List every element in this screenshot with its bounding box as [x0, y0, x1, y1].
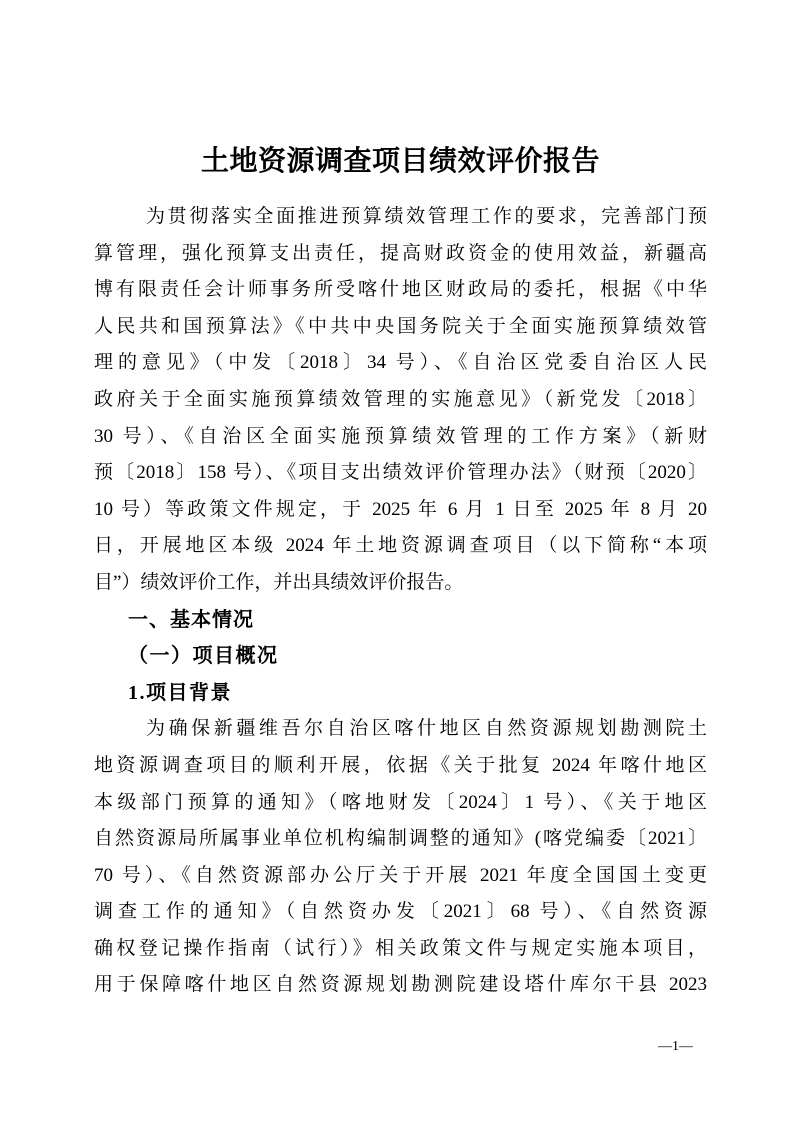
text-line: 算管理，强化预算支出责任，提高财政资金的使用效益，新疆高 — [94, 242, 707, 264]
section-heading-basic-info: 一、基本情况 — [128, 608, 254, 631]
text-line: 调查工作的通知》（自然资办发〔2021〕68 号）、《自然资源 — [94, 901, 707, 923]
text-line: 日，开展地区本级 2024 年土地资源调查项目（以下简称“本项 — [94, 535, 707, 557]
text-line: 预〔2018〕158 号）、《项目支出绩效评价管理办法》（财预〔2020〕 — [94, 462, 707, 484]
text-line: 地资源调查项目的顺利开展，依据《关于批复 2024 年喀什地区 — [94, 754, 707, 776]
subsection-heading-project-overview: （一）项目概况 — [128, 645, 279, 668]
text-line: 为贯彻落实全面推进预算绩效管理工作的要求，完善部门预 — [146, 206, 707, 227]
text-line: 本级部门预算的通知》（喀地财发〔2024〕1 号）、《关于地区 — [94, 791, 707, 813]
document-content — [94, 146, 707, 1004]
text-line: 为确保新疆维吾尔自治区喀什地区自然资源规划勘测院土 — [146, 718, 707, 740]
text-line: 确权登记操作指南（试行）》相关政策文件与规定实施本项目， — [94, 937, 707, 959]
text-line: 政府关于全面实施预算绩效管理的实施意见》（新党发〔2018〕 — [94, 388, 707, 410]
paragraph-intro — [94, 199, 707, 602]
text-line: 30 号）、《自治区全面实施预算绩效管理的工作方案》（新财 — [94, 425, 707, 447]
text-line: 人民共和国预算法》《中共中央国务院关于全面实施预算绩效管 — [94, 315, 707, 337]
document-title: 土地资源调查项目绩效评价报告 — [200, 145, 600, 176]
text-line: 目”）绩效评价工作，并出具绩效评价报告。 — [94, 571, 464, 593]
text-line: 10 号）等政策文件规定，于 2025 年 6 月 1 日至 2025 年 8 月 20 — [94, 498, 707, 520]
item-heading-project-background: 1.项目背景 — [128, 681, 232, 704]
page-number: —1— — [658, 1039, 693, 1054]
text-line: 70 号）、《自然资源部办公厅关于开展 2021 年度全国国土变更 — [94, 864, 707, 886]
paragraph-background — [94, 711, 707, 1004]
text-line: 理的意见》（中发〔2018〕34 号）、《自治区党委自治区人民 — [94, 352, 707, 374]
text-line: 自然资源局所属事业单位机构编制调整的通知》(喀党编委〔2021〕 — [94, 828, 707, 850]
text-line: 博有限责任会计师事务所受喀什地区财政局的委托，根据《中华 — [94, 279, 707, 301]
text-line: 用于保障喀什地区自然资源规划勘测院建设塔什库尔干县 2023 — [94, 974, 707, 996]
